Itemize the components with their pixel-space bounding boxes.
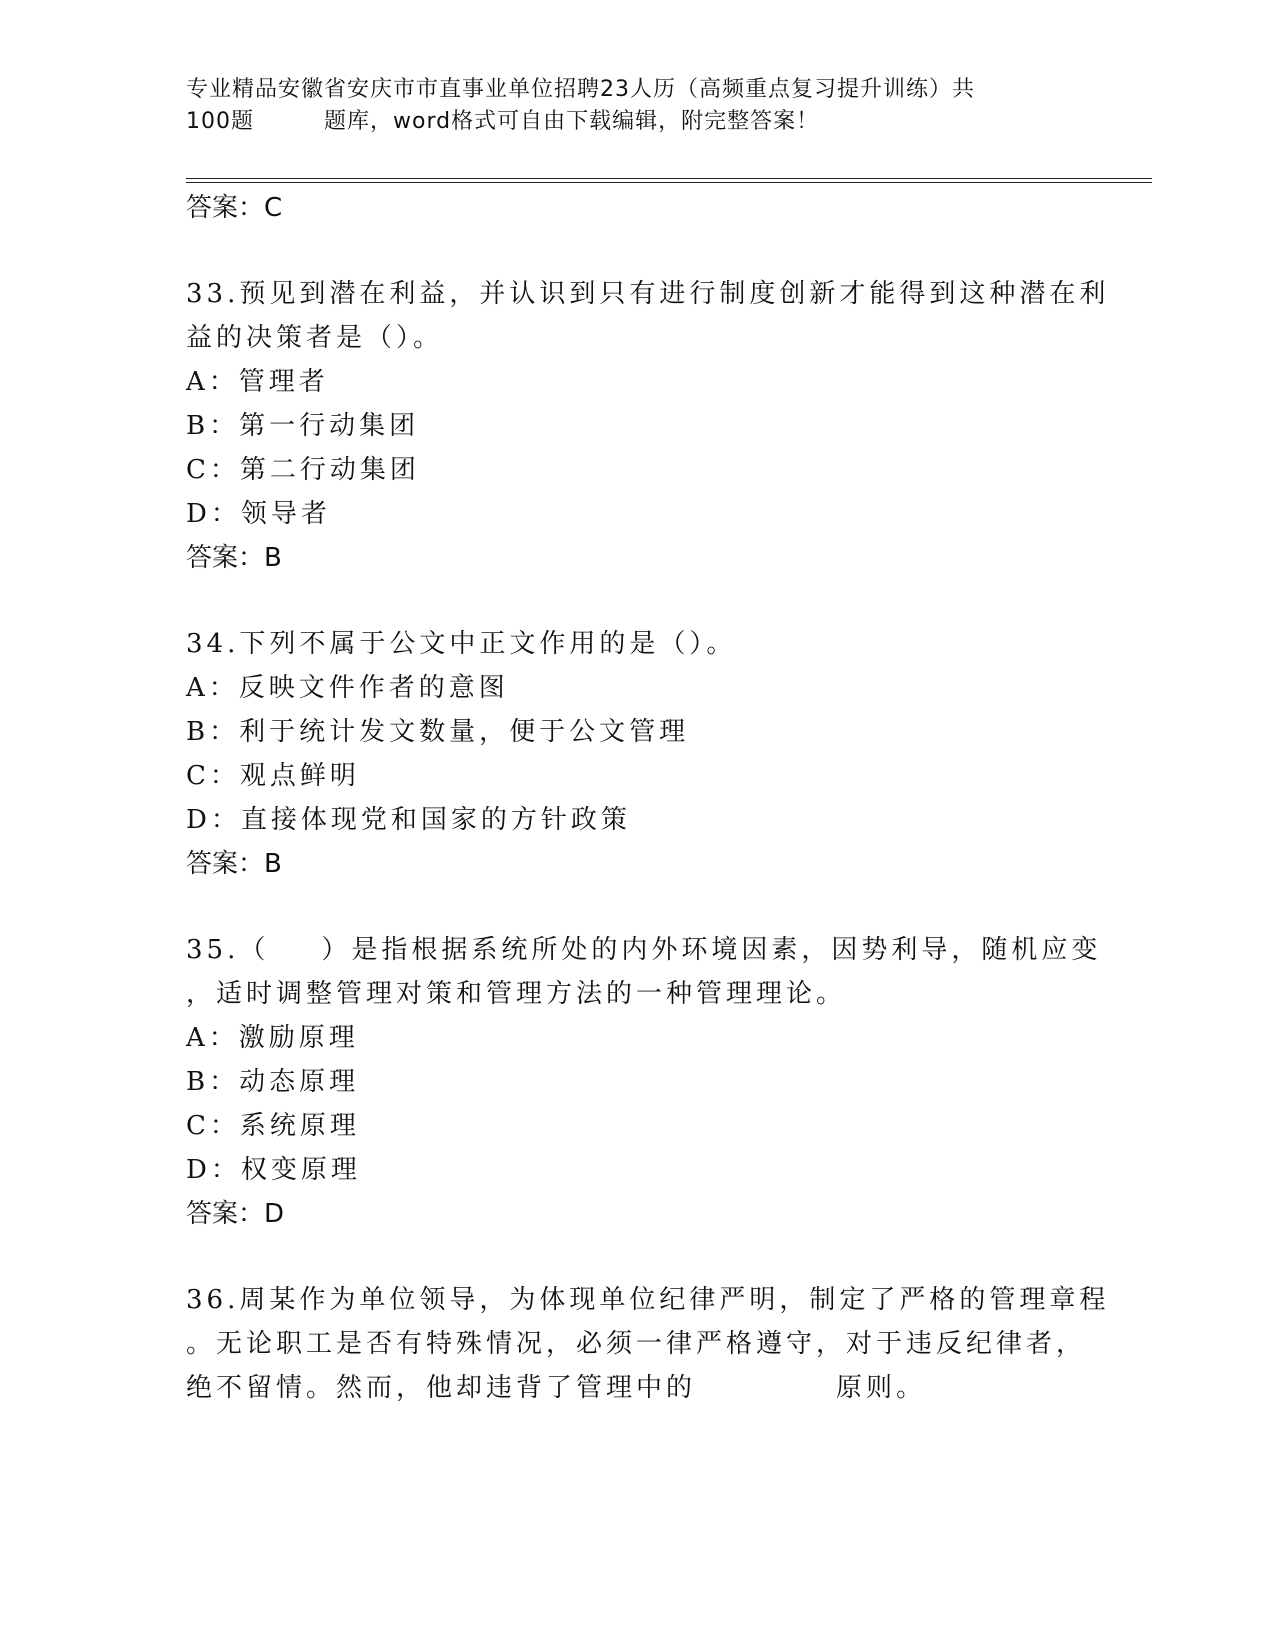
- header-line-2: [186, 106, 1086, 138]
- question-33-option-c: C：第二行动集团: [186, 455, 420, 485]
- answer-prev: [186, 191, 282, 225]
- answer-value: D: [264, 1199, 285, 1229]
- answer-34: [186, 847, 282, 881]
- answer-value: B: [264, 849, 282, 879]
- question-36-line-1: 36.周某作为单位领导，为体现单位纪律严明，制定了严格的管理章程: [186, 1285, 1110, 1315]
- question-36-line-2: 。无论职工是否有特殊情况，必须一律严格遵守，对于违反纪律者，: [186, 1329, 1087, 1359]
- answer-value: C: [264, 193, 283, 223]
- question-35-option-d: D：权变原理: [186, 1155, 361, 1185]
- answer-label: 答案：: [186, 193, 265, 223]
- question-35-line-1: [186, 933, 1101, 967]
- question-33-line-1: 33.预见到潜在利益，并认识到只有进行制度创新才能得到这种潜在利: [186, 279, 1110, 309]
- answer-label: 答案：: [186, 849, 265, 879]
- header-divider-bottom: [186, 182, 1152, 183]
- header-divider-top: [186, 178, 1152, 179]
- question-34-option-c: C：观点鲜明: [186, 761, 360, 791]
- answer-33: [186, 541, 282, 575]
- answer-value: B: [264, 543, 282, 573]
- question-35-option-b: B：动态原理: [186, 1067, 360, 1097]
- question-33-option-d: D：领导者: [186, 499, 331, 529]
- header-description: 题库，word格式可自由下载编辑，附完整答案！: [324, 109, 820, 134]
- answer-35: [186, 1197, 284, 1231]
- header-line-1: 专业精品安徽省安庆市市直事业单位招聘23人历（高频重点复习提升训练）共: [186, 77, 975, 102]
- question-34-option-a: A：反映文件作者的意图: [186, 673, 509, 703]
- question-33-option-b: B：第一行动集团: [186, 411, 420, 441]
- question-34-option-b: B：利于统计发文数量，便于公文管理: [186, 717, 690, 747]
- question-34-line-1: 34.下列不属于公文中正文作用的是（）。: [186, 629, 737, 659]
- header-question-count: 100题: [186, 109, 254, 134]
- question-36-line-3-end: 原则。: [836, 1373, 927, 1403]
- question-33-line-2: 益的决策者是（）。: [186, 323, 444, 353]
- answer-label: 答案：: [186, 1199, 265, 1229]
- question-35-option-a: A：激励原理: [186, 1023, 359, 1053]
- document-header: [186, 74, 1086, 138]
- answer-label: 答案：: [186, 543, 265, 573]
- question-35-line-1-start: 35.（: [186, 935, 270, 965]
- question-35-option-c: C：系统原理: [186, 1111, 360, 1141]
- question-35-line-2: ，适时调整管理对策和管理方法的一种管理理论。: [186, 979, 847, 1009]
- question-36-line-3-start: 绝不留情。然而，他却违背了管理中的: [186, 1373, 697, 1403]
- question-33-option-a: A：管理者: [186, 367, 329, 397]
- question-36-line-3: [186, 1371, 926, 1405]
- question-34-option-d: D：直接体现党和国家的方针政策: [186, 805, 631, 835]
- question-35-line-1-end: ）是指根据系统所处的内外环境因素，因势利导，随机应变: [321, 935, 1102, 965]
